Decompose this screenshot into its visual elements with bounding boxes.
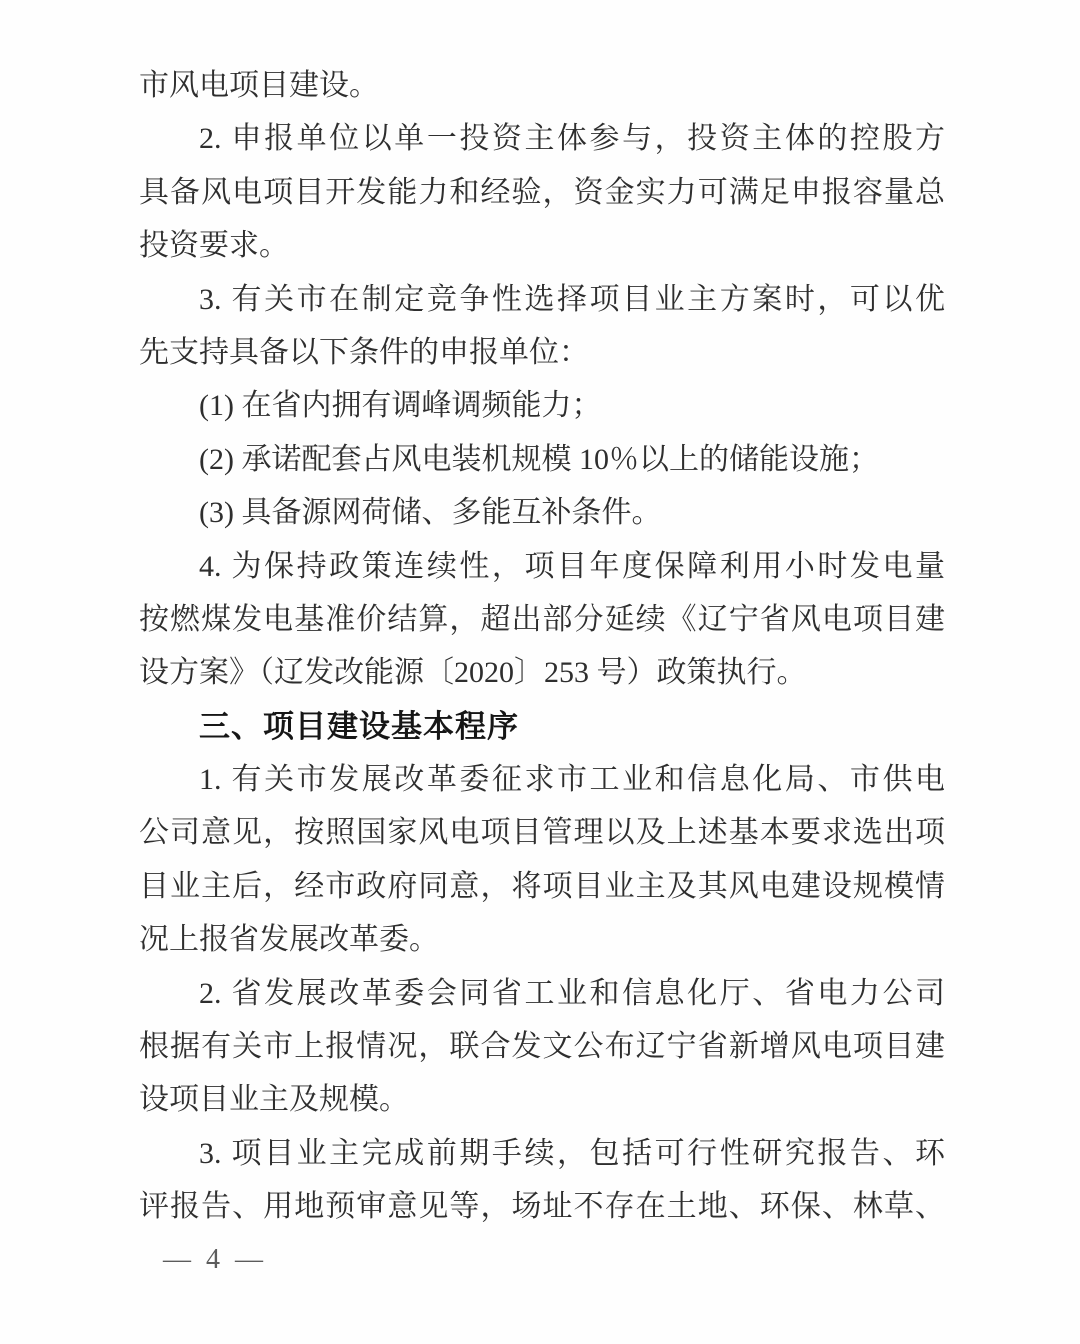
doc-line: 设项目业主及规模。 — [139, 1083, 409, 1117]
doc-line: 况上报省发展改革委。 — [139, 923, 439, 957]
doc-line-para-start: 2. 申报单位以单一投资主体参与，投资主体的控股方 — [199, 122, 945, 156]
doc-line-para-start: 3. 有关市在制定竞争性选择项目业主方案时，可以优 — [199, 282, 945, 316]
doc-line-para-start: 3. 项目业主完成前期手续，包括可行性研究报告、环 — [199, 1136, 945, 1170]
doc-line-para-start: 2. 省发展改革委会同省工业和信息化厅、省电力公司 — [199, 976, 945, 1010]
doc-line-list-item-1: (1) 在省内拥有调峰调频能力； — [199, 389, 602, 423]
doc-line: 评报告、用地预审意见等，场址不存在土地、环保、林草、 — [139, 1190, 945, 1224]
doc-line: 具备风电项目开发能力和经验，资金实力可满足申报容量总 — [139, 175, 945, 209]
doc-line: 设方案》（辽发改能源〔2020〕253 号）政策执行。 — [139, 656, 807, 690]
doc-line: 按燃煤发电基准价结算，超出部分延续《辽宁省风电项目建 — [139, 602, 945, 636]
document-body — [139, 59, 945, 1234]
page-number: — 4 — — [163, 1244, 264, 1275]
doc-line-list-item-3: (3) 具备源网荷储、多能互补条件。 — [199, 496, 662, 530]
doc-line: 先支持具备以下条件的申报单位： — [139, 335, 589, 369]
doc-line-list-item-2: (2) 承诺配套占风电装机规模 10％以上的储能设施； — [199, 442, 879, 476]
doc-line-continuation: 市风电项目建设。 — [139, 69, 379, 102]
doc-line: 根据有关市上报情况，联合发文公布辽宁省新增风电项目建 — [139, 1030, 945, 1064]
doc-line: 公司意见，按照国家风电项目管理以及上述基本要求选出项 — [139, 816, 945, 850]
doc-line-para-start: 4. 为保持政策连续性，项目年度保障利用小时发电量 — [199, 549, 945, 583]
section-heading: 三、项目建设基本程序 — [199, 708, 519, 744]
doc-line-para-start: 1. 有关市发展改革委征求市工业和信息化局、市供电 — [199, 763, 945, 797]
doc-line: 投资要求。 — [139, 229, 289, 263]
doc-line: 目业主后，经市政府同意，将项目业主及其风电建设规模情 — [139, 869, 945, 903]
